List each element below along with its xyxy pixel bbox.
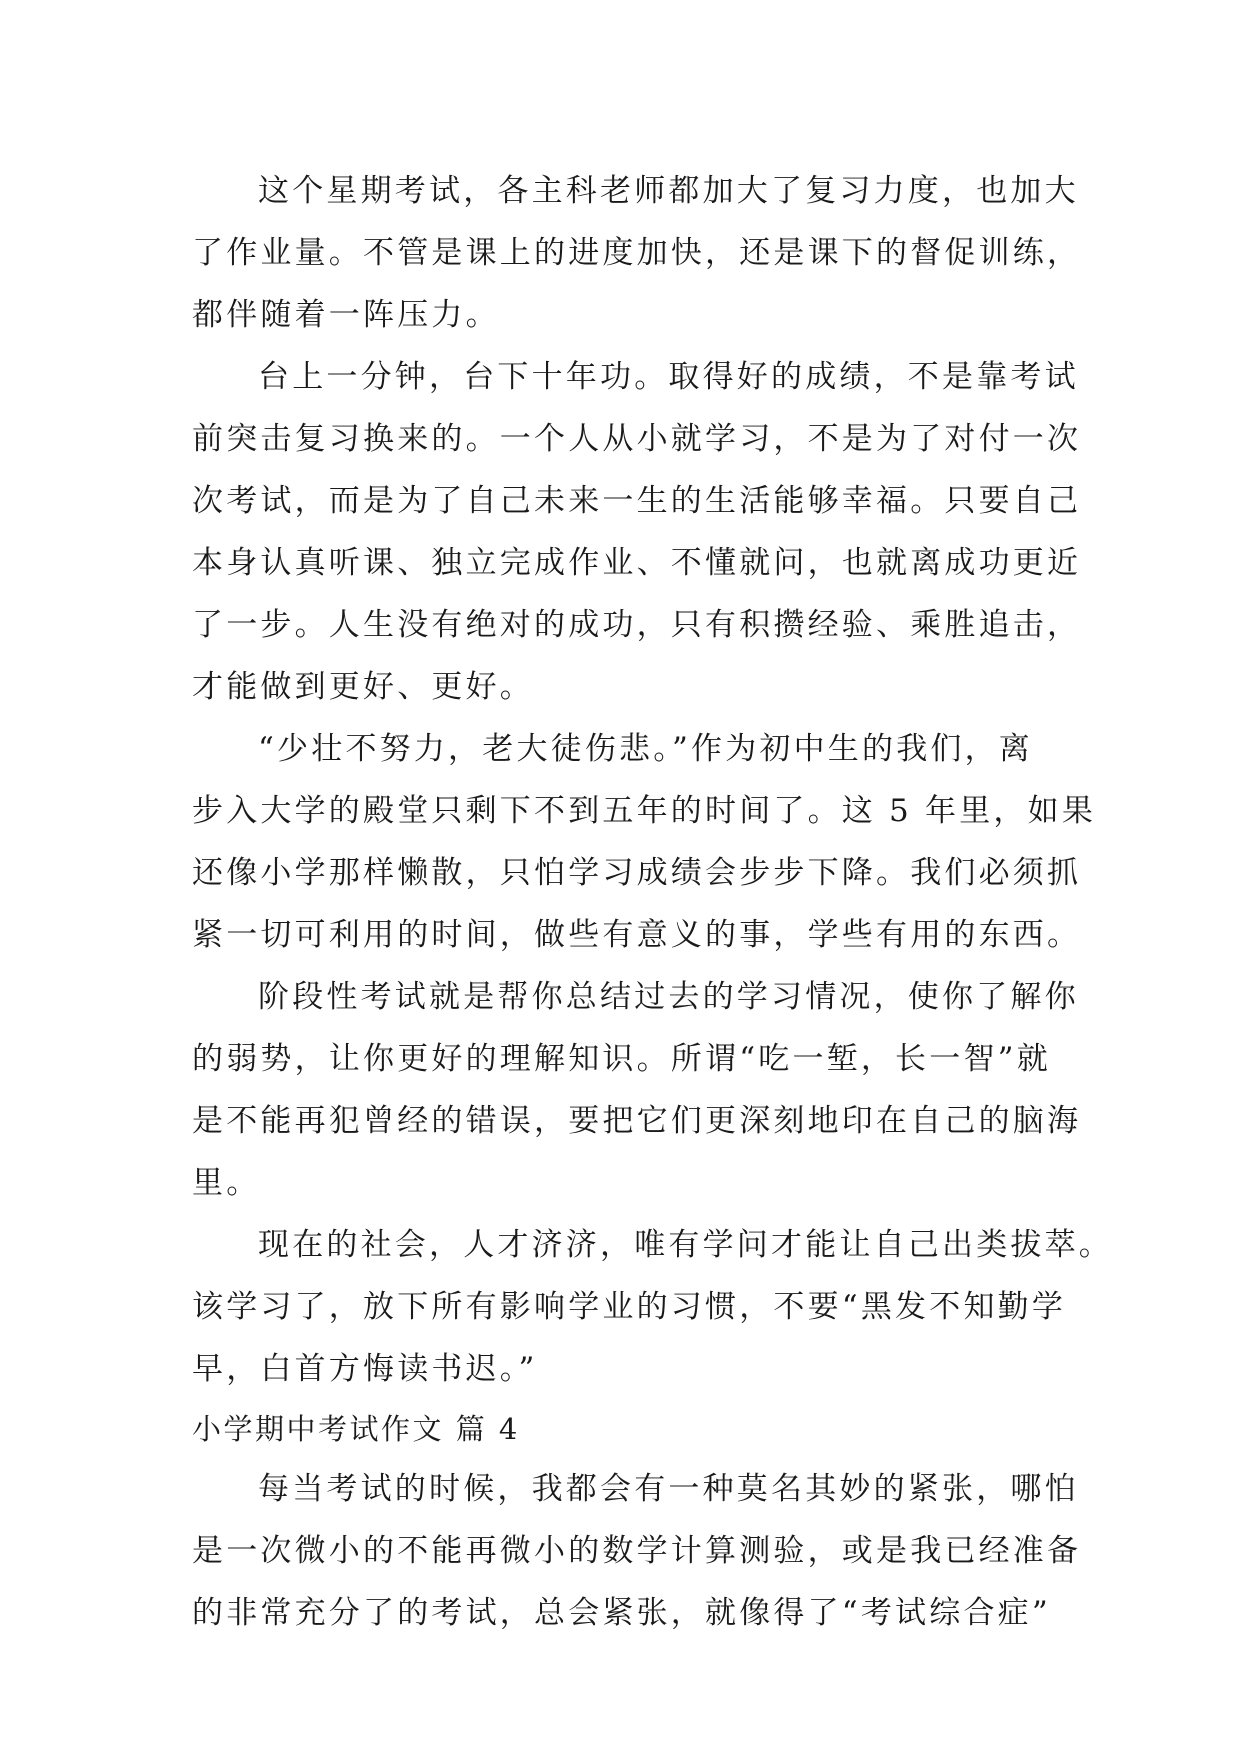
text-line: 本身认真听课、独立完成作业、不懂就问，也就离成功更近	[192, 545, 1082, 581]
text-line: 才能做到更好、更好。	[192, 669, 534, 705]
paragraph-hard-work	[192, 346, 1082, 718]
text-line: 的弱势，让你更好的理解知识。所谓“吃一堑，长一智”就	[192, 1041, 1051, 1077]
section-heading: 小学期中考试作文 篇 4	[192, 1412, 520, 1446]
text-line: 次考试，而是为了自己未来一生的生活能够幸福。只要自己	[192, 483, 1082, 519]
text-line: 现在的社会，人才济济，唯有学问才能让自己出类拔萃。	[258, 1227, 1113, 1263]
text-line: 每当考试的时候，我都会有一种莫名其妙的紧张，哪怕	[258, 1471, 1079, 1507]
text-line: 这个星期考试，各主科老师都加大了复习力度，也加大	[258, 173, 1079, 209]
paragraph-exam-nerves	[192, 1458, 1082, 1644]
text-line: 里。	[192, 1165, 261, 1201]
text-line: 了作业量。不管是课上的进度加快，还是课下的督促训练，	[192, 235, 1082, 271]
text-line: “少壮不努力，老大徒伤悲。”作为初中生的我们，离	[258, 731, 1033, 767]
paragraph-stage-exam	[192, 966, 1082, 1214]
text-line: 阶段性考试就是帮你总结过去的学习情况，使你了解你	[258, 979, 1079, 1015]
text-line: 紧一切可利用的时间，做些有意义的事，学些有用的东西。	[192, 917, 1082, 953]
text-line: 前突击复习换来的。一个人从小就学习，不是为了对付一次	[192, 421, 1082, 457]
text-line: 了一步。人生没有绝对的成功，只有积攒经验、乘胜追击，	[192, 607, 1082, 643]
text-line: 早，白首方悔读书迟。”	[192, 1351, 538, 1387]
text-line: 步入大学的殿堂只剩下不到五年的时间了。这 5 年里，如果	[192, 793, 1097, 829]
text-line: 是不能再犯曾经的错误，要把它们更深刻地印在自己的脑海	[192, 1103, 1082, 1139]
paragraph-review-pressure	[192, 160, 1082, 346]
text-line: 该学习了，放下所有影响学业的习惯，不要“黑发不知勤学	[192, 1289, 1067, 1325]
text-line: 的非常充分了的考试，总会紧张，就像得了“考试综合症”	[192, 1595, 1051, 1631]
document-body	[192, 160, 1113, 1644]
text-line: 还像小学那样懒散，只怕学习成绩会步步下降。我们必须抓	[192, 855, 1082, 891]
paragraph-youth-effort	[192, 718, 1097, 966]
text-line: 台上一分钟，台下十年功。取得好的成绩，不是靠考试	[258, 359, 1079, 395]
text-line: 都伴随着一阵压力。	[192, 297, 500, 333]
text-line: 是一次微小的不能再微小的数学计算测验，或是我已经准备	[192, 1533, 1082, 1569]
paragraph-society	[192, 1214, 1113, 1400]
